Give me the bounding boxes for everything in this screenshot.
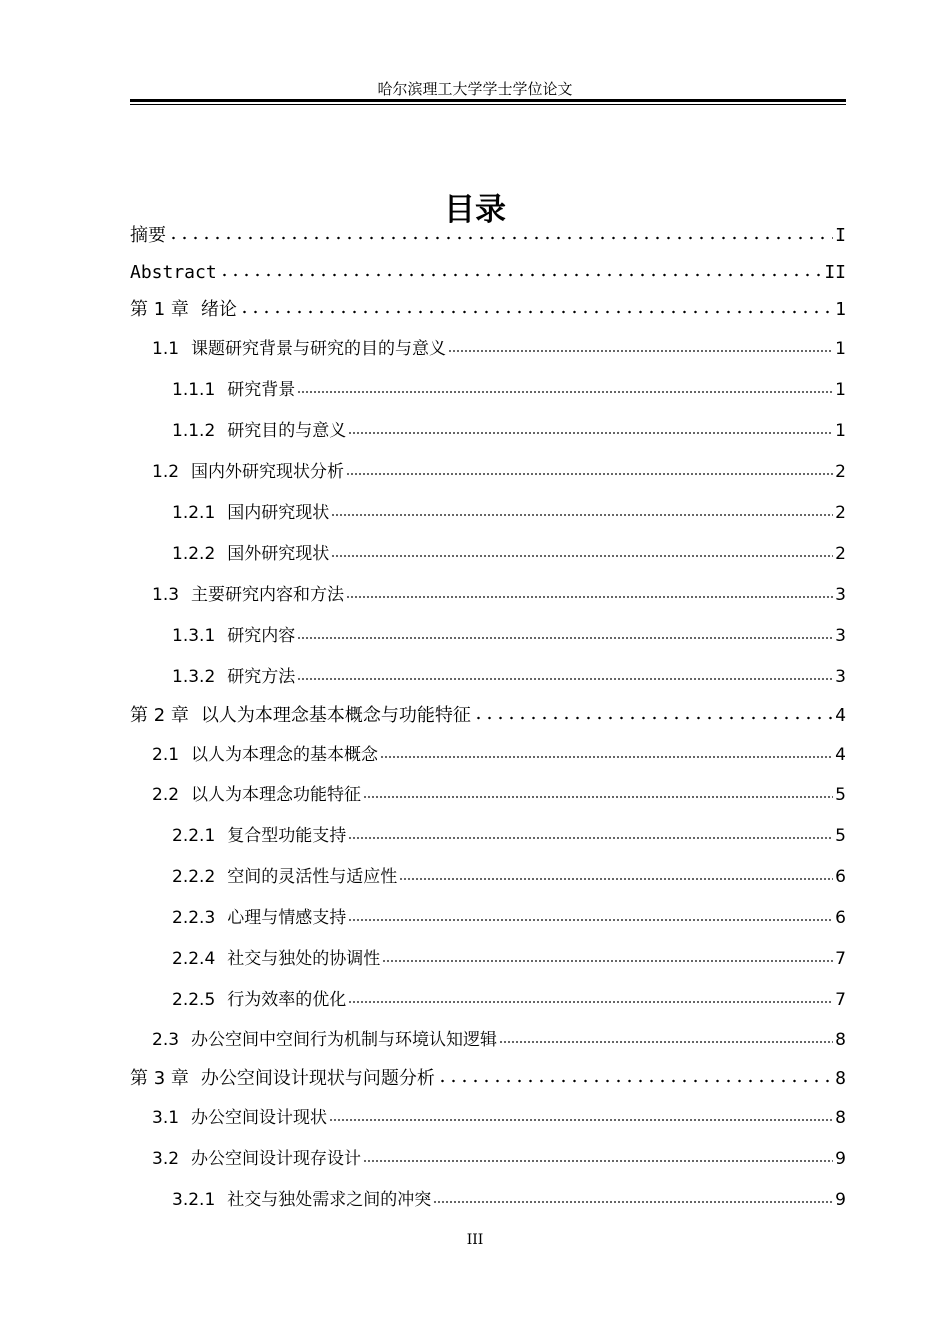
toc-entry-page: II: [824, 262, 846, 283]
toc-entry-number: 第 3 章: [130, 1068, 189, 1089]
toc-entry-label: 绪论: [200, 299, 237, 320]
toc-entry-page: 9: [835, 1190, 846, 1210]
toc-dot-leader: [380, 752, 833, 762]
toc-dot-leader: [297, 387, 833, 397]
toc-dot-leader: [331, 510, 833, 520]
toc-entry-number: 2.2.2: [172, 867, 216, 887]
toc-entry-number: 2.2.1: [172, 826, 216, 846]
toc-entry-label: 国内研究现状: [227, 503, 330, 523]
toc-dot-leader: [297, 674, 833, 684]
toc-entry-label: 研究目的与意义: [227, 421, 347, 441]
toc-entry[interactable]: [130, 259, 846, 285]
toc-entry-label: 办公空间设计现存设计: [191, 1149, 362, 1169]
toc-entry-page: 8: [835, 1108, 846, 1128]
toc-dot-leader: [168, 233, 833, 243]
toc-entry-page: 2: [835, 503, 846, 523]
toc-entry[interactable]: [130, 863, 846, 889]
toc-dot-leader: [473, 713, 833, 723]
toc-entry-number: 第 2 章: [130, 705, 189, 726]
toc-entry-page: 3: [835, 667, 846, 687]
toc-entry-page: I: [835, 225, 846, 246]
toc-entry-label: 以人为本理念的基本概念: [191, 745, 379, 765]
toc-entry-number: 3.2: [152, 1149, 180, 1169]
toc-entry-page: 7: [835, 990, 846, 1010]
toc-dot-leader: [239, 307, 833, 317]
toc-entry[interactable]: [130, 1026, 846, 1052]
toc-entry[interactable]: [130, 458, 846, 484]
toc-dot-leader: [297, 633, 833, 643]
toc-entry-label: 办公空间中空间行为机制与环境认知逻辑: [191, 1030, 498, 1050]
toc-entry[interactable]: [130, 499, 846, 525]
toc-dot-leader: [331, 551, 833, 561]
toc-entry-label: 国内外研究现状分析: [191, 462, 345, 482]
toc-dot-leader: [382, 956, 833, 966]
toc-entry-label: 以人为本理念基本概念与功能特征: [200, 705, 471, 726]
toc-dot-leader: [346, 469, 833, 479]
toc-entry-number: 2.3: [152, 1030, 180, 1050]
toc-entry-page: 4: [835, 745, 846, 765]
toc-entry-label: 办公空间设计现状: [191, 1108, 328, 1128]
toc-entry-number: 2.2.3: [172, 908, 216, 928]
toc-entry-number: 2.1: [152, 745, 180, 765]
toc-entry-label: 办公空间设计现状与问题分析: [200, 1068, 435, 1089]
toc-dot-leader: [348, 997, 833, 1007]
toc-entry-number: 1.2: [152, 462, 180, 482]
toc-entry[interactable]: [130, 622, 846, 648]
toc-entry-label: 心理与情感支持: [227, 908, 347, 928]
toc-entry-label: 社交与独处的协调性: [227, 949, 381, 969]
toc-entry-number: 1.3.1: [172, 626, 216, 646]
toc-entry[interactable]: [130, 822, 846, 848]
toc-entry-page: 2: [835, 544, 846, 564]
toc-entry-label: 复合型功能支持: [227, 826, 347, 846]
toc-dot-leader: [219, 270, 823, 280]
toc-entry[interactable]: [130, 376, 846, 402]
toc-entry-page: 2: [835, 462, 846, 482]
toc-entry-number: 1.2.1: [172, 503, 216, 523]
toc-dot-leader: [329, 1115, 833, 1125]
toc-entry-number: 1.1.1: [172, 380, 216, 400]
toc-dot-leader: [348, 833, 833, 843]
toc-entry-label: Abstract: [130, 262, 217, 283]
toc-entry-number: 2.2: [152, 785, 180, 805]
toc-entry-page: 8: [835, 1068, 846, 1089]
toc-dot-leader: [433, 1197, 833, 1207]
toc-dot-leader: [346, 592, 833, 602]
page-header-title: 哈尔滨理工大学学士学位论文: [377, 80, 573, 98]
toc-entry[interactable]: [130, 1065, 846, 1091]
toc-entry-page: 1: [835, 339, 846, 359]
toc-entry-number: 1.1: [152, 339, 180, 359]
footer-page-number: III: [466, 1232, 484, 1248]
toc-entry-number: 1.3.2: [172, 667, 216, 687]
toc-entry-label: 社交与独处需求之间的冲突: [227, 1190, 432, 1210]
toc-entry-number: 1.3: [152, 585, 180, 605]
toc-entry-page: 9: [835, 1149, 846, 1169]
toc-entry[interactable]: [130, 1186, 846, 1212]
toc-list: [130, 0, 846, 1342]
toc-dot-leader: [399, 874, 833, 884]
toc-entry-page: 5: [835, 826, 846, 846]
toc-entry-page: 3: [835, 626, 846, 646]
toc-entry-number: 3.2.1: [172, 1190, 216, 1210]
toc-entry-label: 研究内容: [227, 626, 296, 646]
toc-entry-page: 8: [835, 1030, 846, 1050]
toc-dot-leader: [348, 915, 833, 925]
toc-entry-page: 6: [835, 867, 846, 887]
toc-entry[interactable]: [130, 1145, 846, 1171]
toc-entry-label: 研究方法: [227, 667, 296, 687]
toc-entry[interactable]: [130, 222, 846, 248]
toc-dot-leader: [448, 346, 833, 356]
toc-dot-leader: [348, 428, 833, 438]
toc-dot-leader: [499, 1037, 833, 1047]
toc-dot-leader: [363, 792, 833, 802]
toc-entry-number: 3.1: [152, 1108, 180, 1128]
toc-entry-page: 1: [835, 380, 846, 400]
toc-entry-label: 空间的灵活性与适应性: [227, 867, 398, 887]
toc-entry[interactable]: [130, 335, 846, 361]
toc-entry[interactable]: [130, 904, 846, 930]
toc-entry-label: 行为效率的优化: [227, 990, 347, 1010]
toc-entry-label: 研究背景: [227, 380, 296, 400]
toc-entry[interactable]: [130, 1104, 846, 1130]
toc-entry[interactable]: [130, 663, 846, 689]
toc-entry[interactable]: [130, 296, 846, 322]
toc-entry-page: 5: [835, 785, 846, 805]
toc-entry-label: 国外研究现状: [227, 544, 330, 564]
toc-entry-number: 第 1 章: [130, 299, 189, 320]
toc-dot-leader: [363, 1156, 833, 1166]
toc-entry-page: 4: [835, 705, 846, 726]
toc-entry-label: 课题研究背景与研究的目的与意义: [191, 339, 447, 359]
toc-entry[interactable]: [130, 945, 846, 971]
toc-dot-leader: [437, 1076, 833, 1086]
toc-entry-label: 摘要: [130, 225, 166, 246]
toc-entry[interactable]: [130, 741, 846, 767]
toc-entry[interactable]: [130, 581, 846, 607]
toc-entry-page: 6: [835, 908, 846, 928]
toc-entry-number: 1.2.2: [172, 544, 216, 564]
toc-entry-label: 以人为本理念功能特征: [191, 785, 362, 805]
toc-title: 目录: [444, 192, 506, 228]
toc-entry-page: 3: [835, 585, 846, 605]
toc-entry[interactable]: [130, 702, 846, 728]
toc-entry[interactable]: [130, 540, 846, 566]
toc-entry-label: 主要研究内容和方法: [191, 585, 345, 605]
toc-entry-page: 1: [835, 299, 846, 320]
toc-entry-number: 1.1.2: [172, 421, 216, 441]
toc-entry-page: 1: [835, 421, 846, 441]
toc-entry-page: 7: [835, 949, 846, 969]
toc-entry[interactable]: [130, 781, 846, 807]
toc-entry[interactable]: [130, 986, 846, 1012]
toc-entry[interactable]: [130, 417, 846, 443]
toc-entry-number: 2.2.4: [172, 949, 216, 969]
toc-entry-number: 2.2.5: [172, 990, 216, 1010]
